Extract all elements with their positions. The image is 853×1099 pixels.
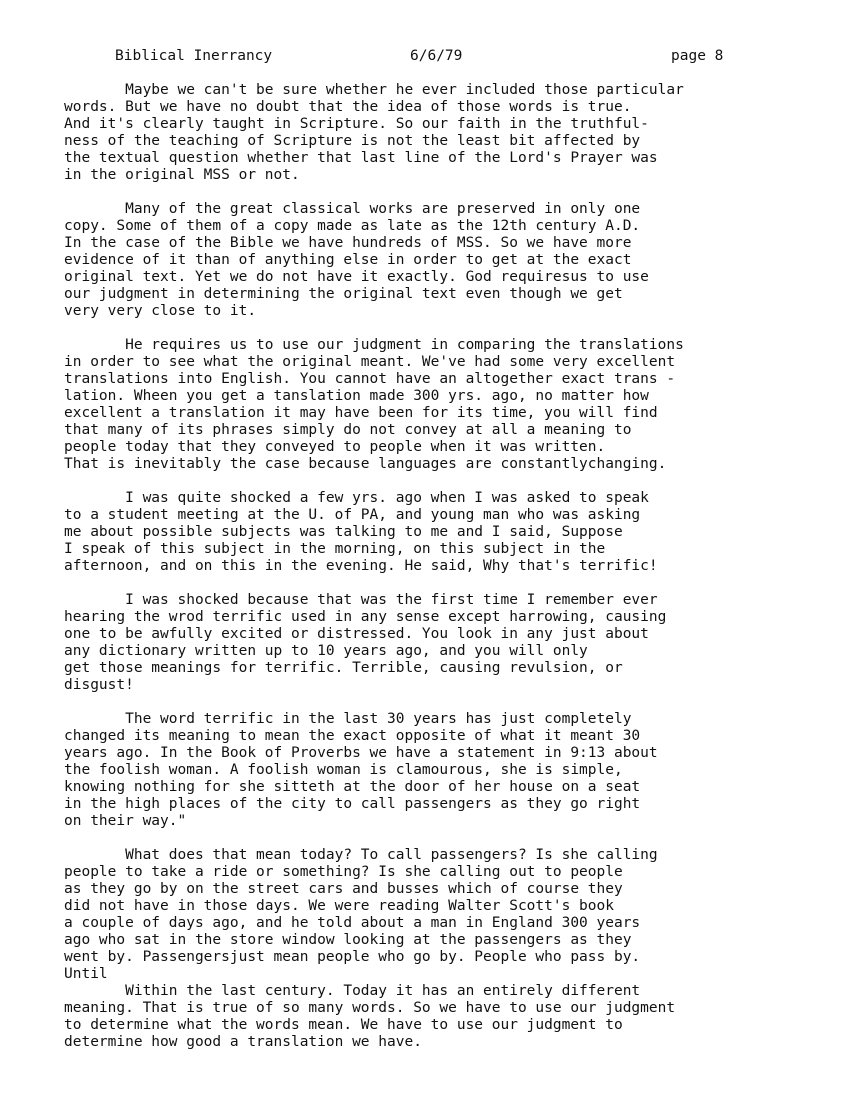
text-line: on their way." bbox=[64, 813, 187, 829]
text-line: as they go by on the street cars and busses which of course they bbox=[64, 881, 623, 897]
paragraph-3 bbox=[64, 337, 844, 473]
text-line: The word terrific in the last 30 years has just completely bbox=[64, 711, 632, 727]
text-line: in the high places of the city to call passengers as they go right bbox=[64, 796, 641, 812]
paragraph-5 bbox=[64, 592, 844, 694]
text-line: me about possible subjects was talking to me and I said, Suppose bbox=[64, 524, 623, 540]
paragraph-4 bbox=[64, 490, 844, 575]
text-line: to determine what the words mean. We have to use our judgment to bbox=[64, 1017, 623, 1033]
text-line: changed its meaning to mean the exact opposite of what it meant 30 bbox=[64, 728, 641, 744]
text-line: lation. Wheen you get a tanslation made 300 yrs. ago, no matter how bbox=[64, 388, 649, 404]
text-line: the textual question whether that last line of the Lord's Prayer was bbox=[64, 150, 658, 166]
page-header bbox=[0, 48, 853, 68]
text-line: translations into English. You cannot have an altogether exact trans - bbox=[64, 371, 676, 387]
text-line: excellent a translation it may have been for its time, you will find bbox=[64, 405, 658, 421]
text-line: to a student meeting at the U. of PA, and young man who was asking bbox=[64, 507, 641, 523]
text-line: hearing the wrod terrific used in any sense except harrowing, causing bbox=[64, 609, 667, 625]
text-line: Many of the great classical works are preserved in only one bbox=[64, 201, 641, 217]
text-line: that many of its phrases simply do not convey at all a meaning to bbox=[64, 422, 632, 438]
text-line: Until bbox=[64, 966, 108, 982]
text-line: Maybe we can't be sure whether he ever included those particular bbox=[64, 82, 684, 98]
text-line: in order to see what the original meant. We've had some very excellent bbox=[64, 354, 676, 370]
text-line: years ago. In the Book of Proverbs we have a statement in 9:13 about bbox=[64, 745, 658, 761]
text-line: I was quite shocked a few yrs. ago when I was asked to speak bbox=[64, 490, 649, 506]
text-line: evidence of it than of anything else in order to get at the exact bbox=[64, 252, 632, 268]
paragraph-7 bbox=[64, 847, 844, 1051]
paragraph-2 bbox=[64, 201, 844, 320]
text-line: in the original MSS or not. bbox=[64, 167, 300, 183]
text-line: He requires us to use our judgment in comparing the translations bbox=[64, 337, 684, 353]
text-line: I speak of this subject in the morning, on this subject in the bbox=[64, 541, 606, 557]
text-line: disgust! bbox=[64, 677, 134, 693]
text-line: Within the last century. Today it has an entirely different bbox=[64, 983, 641, 999]
text-line: went by. Passengersjust mean people who go by. People who pass by. bbox=[64, 949, 641, 965]
text-line: get those meanings for terrific. Terrible, causing revulsion, or bbox=[64, 660, 623, 676]
paragraph-6 bbox=[64, 711, 844, 830]
text-line: determine how good a translation we have. bbox=[64, 1034, 422, 1050]
text-line: meaning. That is true of so many words. So we have to use our judgment bbox=[64, 1000, 676, 1016]
text-line: afternoon, and on this in the evening. He said, Why that's terrific! bbox=[64, 558, 658, 574]
text-line: What does that mean today? To call passengers? Is she calling bbox=[64, 847, 658, 863]
document-body bbox=[64, 82, 844, 1051]
text-line: people to take a ride or something? Is she calling out to people bbox=[64, 864, 623, 880]
text-line: knowing nothing for she sitteth at the door of her house on a seat bbox=[64, 779, 641, 795]
text-line: original text. Yet we do not have it exactly. God requiresus to use bbox=[64, 269, 649, 285]
text-line: people today that they conveyed to people when it was written. bbox=[64, 439, 606, 455]
text-line: our judgment in determining the original text even though we get bbox=[64, 286, 623, 302]
document-date: 6/6/79 bbox=[410, 48, 463, 64]
text-line: In the case of the Bible we have hundreds of MSS. So we have more bbox=[64, 235, 632, 251]
text-line: a couple of days ago, and he told about a man in England 300 years bbox=[64, 915, 641, 931]
text-line: That is inevitably the case because languages are constantlychanging. bbox=[64, 456, 667, 472]
text-line: one to be awfully excited or distressed. You look in any just about bbox=[64, 626, 649, 642]
text-line: ago who sat in the store window looking at the passengers as they bbox=[64, 932, 632, 948]
text-line: I was shocked because that was the first time I remember ever bbox=[64, 592, 658, 608]
text-line: did not have in those days. We were reading Walter Scott's book bbox=[64, 898, 614, 914]
text-line: very very close to it. bbox=[64, 303, 257, 319]
text-line: words. But we have no doubt that the idea of those words is true. bbox=[64, 99, 632, 115]
page-number: page 8 bbox=[671, 48, 724, 64]
text-line: the foolish woman. A foolish woman is clamourous, she is simple, bbox=[64, 762, 623, 778]
text-line: And it's clearly taught in Scripture. So our faith in the truthful- bbox=[64, 116, 649, 132]
document-title: Biblical Inerrancy bbox=[115, 48, 273, 64]
text-line: ness of the teaching of Scripture is not the least bit affected by bbox=[64, 133, 641, 149]
paragraph-1 bbox=[64, 82, 844, 184]
text-line: any dictionary written up to 10 years ago, and you will only bbox=[64, 643, 588, 659]
text-line: copy. Some of them of a copy made as late as the 12th century A.D. bbox=[64, 218, 641, 234]
